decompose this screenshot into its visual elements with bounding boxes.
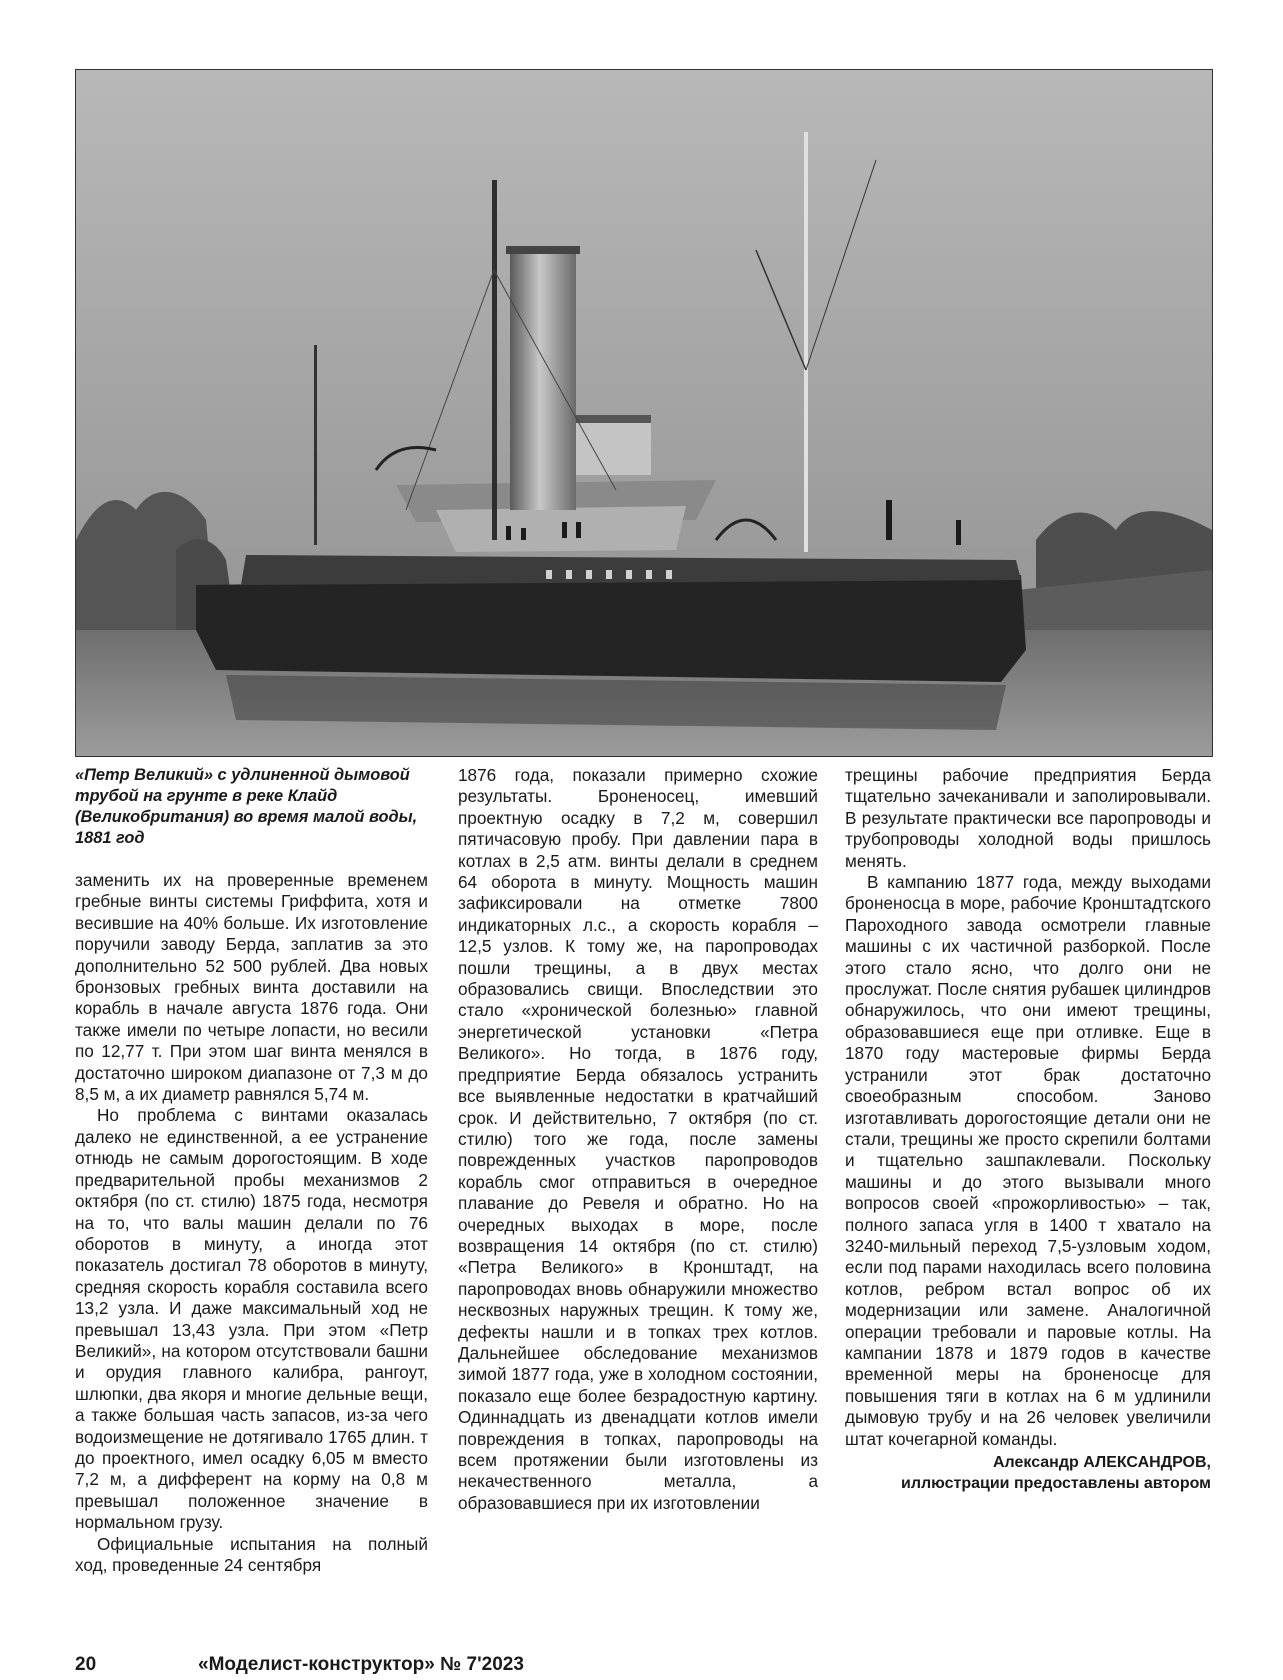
paragraph: трещины рабочие предприятия Берда тщательно зачеканивали и заполировывали. В результате практически все паропроводы и трубопроводы холодной воды пришлось менять. (845, 765, 1211, 871)
paragraph: Но проблема с винтами оказалась далеко не единственной, а ее устранение отнюдь не самым дорогостоящим. В ходе предварительной пробы механизмов 2 октября (по ст. стилю) 1875 года, несмотря на то, что валы машин делали по 76 оборотов в минуту, а иногда этот показатель достигал 78 оборотов в минуту, средняя скорость корабля составила всего 13,2 узла. И даже максимальный ход не превышал 13,43 узла. При этом «Петр Великий», на котором отсутствовали башни и орудия главного калибра, рангоут, шлюпки, два якоря и многие дельные вещи, а также большая часть запасов, из-за чего водоизмещение не дотягивало 1765 длин. т до проектного, имел осадку 6,05 м вместо 7,2 м, а дифферент на корму на 0,8 м превышал положенное значение в нормальном грузу. (75, 1105, 428, 1533)
paragraph: Официальные испытания на полный ход, проведенные 24 сентября (75, 1533, 428, 1575)
author-name: Александр АЛЕКСАНДРОВ, (992, 1454, 1211, 1471)
author-credit (845, 1452, 1211, 1494)
ship-photo (75, 69, 1213, 757)
text-column-2 (458, 765, 818, 1514)
page-number: 20 (75, 1654, 97, 1675)
text-column-3 (845, 765, 1211, 1494)
magazine-title: «Моделист-конструктор» № 7'2023 (198, 1654, 524, 1675)
illustration-credit: иллюстрации предоставлены автором (900, 1475, 1211, 1492)
paragraph: 1876 года, показали примерно схожие результаты. Броненосец, имевший проектную осадку в 7,2 м, совершил пятичасовую пробу. При давлении пара в котлах в 2,5 атм. винты делали в среднем 64 оборота в минуту. Мощность машин зафиксировали на отметке 7800 индикаторных л.с., а скорость корабля – 12,5 узлов. К тому же, на паропроводах пошли трещины, а в двух местах образовались свищи. Впоследствии это стало «хронической болезнью» главной энергетической установки «Петра Великого». Но тогда, в 1876 году, предприятие Берда обязалось устранить все выявленные недостатки в кратчайший срок. И действительно, 7 октября (по ст. стилю) того же года, после замены поврежденных участков паропроводов корабль смог отправиться в очередное плавание до Ревеля и обратно. Но на очередных выходах в море, после возвращения 14 октября (по ст. стилю) «Петра Великого» в Кронштадт, на паропроводах вновь обнаружили множество несквозных наружных трещин. К тому же, дефекты нашли и в топках трех котлов. Дальнейшее обследование механизмов зимой 1877 года, уже в холодном состоянии, показало еще более безрадостную картину. Одиннадцать из двенадцати котлов имели повреждения в топках, паропроводы на всем протяжении были изготовлены из некачественного металла, а образовавшиеся при их изготовлении (458, 765, 818, 1513)
paragraph: В кампанию 1877 года, между выходами броненосца в море, рабочие Кронштадтского Пароходного завода осмотрели главные машины с их частичной разборкой. После этого стало ясно, что долго они не прослужат. После снятия рубашек цилиндров обнаружилось, что они имеют трещины, образовавшиеся еще при отливке. Еще в 1870 году мастеровые фирмы Берда устранили этот брак достаточно своеобразным способом. Заново изготавливать дорогостоящие детали они не стали, трещины же просто скрепили болтами и тщательно зашпаклевали. Поскольку машины и до этого вызывали много вопросов своей «прожорливостью» – так, полного запаса угля в 1400 т хватало на 3240-мильный переход 7,5-узловым ходом, если под парами находилась всего половина котлов, ребром встал вопрос об их модернизации или замене. Аналогичной операции требовали и паровые котлы. На кампании 1878 и 1879 годов в качестве временной меры на броненосце для повышения тяги в котлах на 6 м удлинили дымовую трубу и на 26 человек увеличили штат кочегарной команды. (845, 872, 1211, 1449)
photo-caption: «Петр Великий» с удлиненной дымовой трубой на грунте в реке Клайд (Великобритания) во время малой воды, 1881 год (75, 766, 418, 847)
text-column-1 (75, 765, 428, 1576)
paragraph: заменить их на проверенные временем гребные винты системы Гриффита, хотя и весившие на 40% больше. Их изготовление поручили заводу Берда, заплатив за это дополнительно 52 500 рублей. Два новых бронзовых гребных винта доставили на корабль в начале августа 1876 года. Они также имели по четыре лопасти, но весили по 12,77 т. При этом шаг винта менялся в достаточно широком диапазоне от 7,3 м до 8,5 м, а их диаметр равнялся 5,74 м. (75, 870, 428, 1105)
